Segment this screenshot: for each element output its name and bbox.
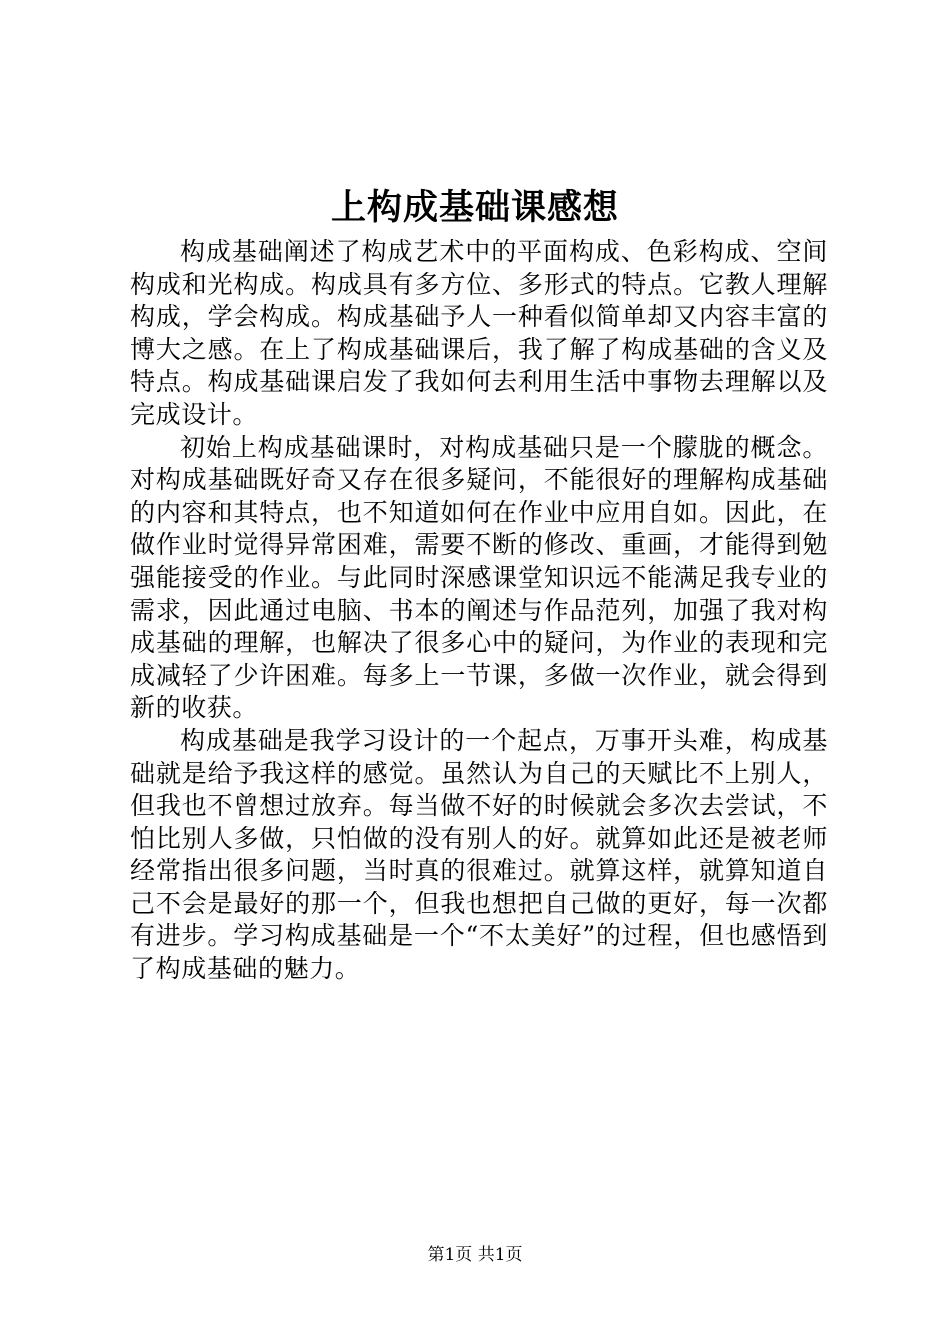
page-footer: 第1页 共1页	[427, 1245, 523, 1265]
paragraph-1: 构成基础阐述了构成艺术中的平面构成、色彩构成、空间构成和光构成。构成具有多方位、多形式的特点。它教人理解构成，学会构成。构成基础予人一种看似简单却又内容丰富的博大之感。在上了构成基础课后，我了解了构成基础的含义及特点。构成基础课启发了我如何去利用生活中事物去理解以及完成设计。	[130, 237, 828, 429]
document-title: 上构成基础课感想	[330, 187, 619, 228]
paragraph-3: 构成基础是我学习设计的一个起点，万事开头难，构成基础就是给予我这样的感觉。虽然认为自己的天赋比不上别人，但我也不曾想过放弃。每当做不好的时候就会多次去尝试，不怕比别人多做，只怕做的没有别人的好。就算如此还是被老师经常指出很多问题，当时真的很难过。就算这样，就算知道自己不会是最好的那一个，但我也想把自己做的更好，每一次都有进步。学习构成基础是一个“不太美好”的过程，但也感悟到了构成基础的魅力。	[130, 725, 828, 984]
document-body	[130, 236, 828, 986]
paragraph-2: 初始上构成基础课时，对构成基础只是一个朦胧的概念。对构成基础既好奇又存在很多疑问，不能很好的理解构成基础的内容和其特点，也不知道如何在作业中应用自如。因此，在做作业时觉得异常困难，需要不断的修改、重画，才能得到勉强能接受的作业。与此同时深感课堂知识远不能满足我专业的需求，因此通过电脑、书本的阐述与作品范列，加强了我对构成基础的理解，也解决了很多心中的疑问，为作业的表现和完成减轻了少许困难。每多上一节课，多做一次作业，就会得到新的收获。	[130, 432, 828, 723]
